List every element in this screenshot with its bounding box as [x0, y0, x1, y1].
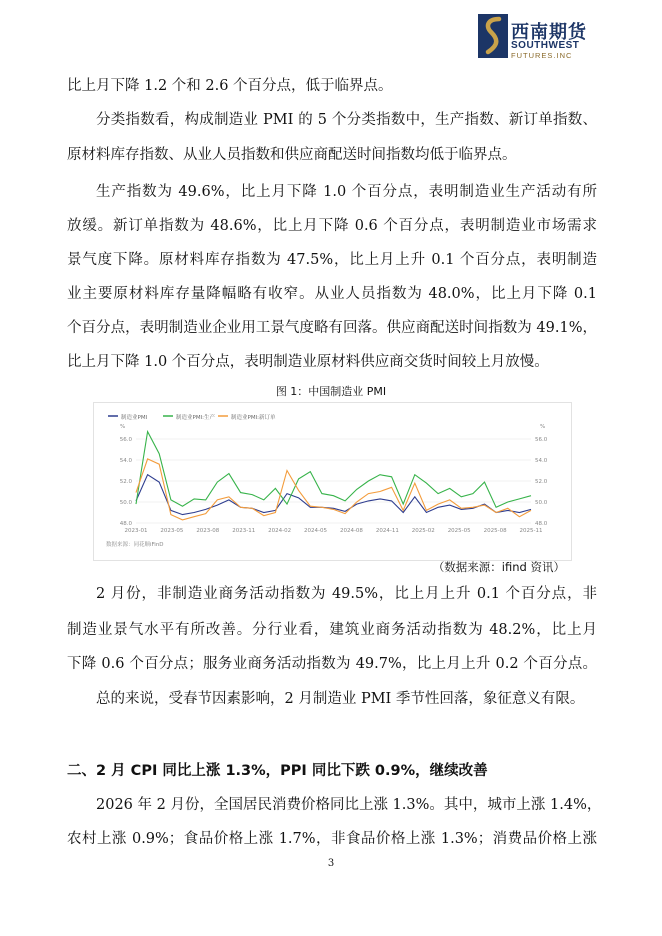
body-line: 比上月下降 1.0 个百分点，表明制造业原材料供应商交货时间较上月放慢。 — [67, 354, 549, 370]
y-tick-label-left: 48.0 — [119, 521, 132, 527]
y-tick-label-left: 54.0 — [119, 458, 132, 464]
legend-entry: 制造业PMI — [121, 415, 148, 421]
y-tick-label-right: 50.0 — [535, 500, 548, 506]
body-line: 总的来说，受春节因素影响，2 月制造业 PMI 季节性回落，象征意义有限。 — [96, 691, 585, 707]
series-line — [136, 475, 531, 515]
x-tick-label: 2023-08 — [196, 528, 220, 534]
y-tick-label-left: 50.0 — [119, 500, 132, 506]
body-line: 比上月下降 1.2 个和 2.6 个百分点，低于临界点。 — [67, 78, 393, 94]
x-tick-label: 2023-11 — [232, 528, 256, 534]
logo-mark-icon — [478, 14, 508, 58]
y-axis-unit-left: % — [120, 424, 126, 430]
x-tick-label: 2024-08 — [339, 528, 363, 534]
body-line: 放缓。新订单指数为 48.6%，比上月下降 0.6 个百分点，表明制造业市场需求 — [67, 218, 597, 234]
series-line — [136, 432, 531, 508]
body-line: 农村上涨 0.9%；食品价格上涨 1.7%，非食品价格上涨 1.3%；消费品价格上涨 — [67, 831, 597, 847]
body-line: 原材料库存指数、从业人员指数和供应商配送时间指数均低于临界点。 — [67, 147, 517, 163]
legend-entry: 制造业PMI:新订单 — [231, 415, 276, 421]
body-line: 生产指数为 49.6%，比上月下降 1.0 个百分点，表明制造业生产活动有所 — [96, 184, 597, 200]
y-tick-label-right: 52.0 — [535, 479, 548, 485]
figure-caption: 图 1：中国制造业 PMI — [275, 385, 387, 398]
y-tick-label-right: 54.0 — [535, 458, 548, 464]
x-tick-label: 2025-11 — [519, 528, 543, 534]
chart-inner-source: 数据来源：同花顺iFinD — [106, 542, 164, 548]
logo-en-subtext: FUTURES.INC — [511, 51, 573, 60]
body-line: 2026 年 2 月份，全国居民消费价格同比上涨 1.3%。其中，城市上涨 1.4%， — [96, 797, 602, 813]
logo-cn-text: 西南期货 — [511, 22, 587, 43]
logo-en-text: SOUTHWEST — [511, 40, 580, 51]
y-axis-unit-right: % — [540, 424, 546, 430]
x-tick-label: 2025-02 — [411, 528, 435, 534]
body-line: 分类指数看，构成制造业 PMI 的 5 个分类指数中，生产指数、新订单指数、 — [96, 112, 597, 128]
body-line: 景气度下降。原材料库存指数为 47.5%，比上月上升 0.1 个百分点，表明制造 — [67, 252, 597, 268]
body-line: 2 月份，非制造业商务活动指数为 49.5%，比上月上升 0.1 个百分点，非 — [96, 586, 597, 602]
x-tick-label: 2025-05 — [447, 528, 471, 534]
company-logo — [478, 12, 638, 62]
legend-entry: 制造业PMI:生产 — [176, 415, 216, 421]
x-tick-label: 2023-05 — [160, 528, 184, 534]
body-line: 下降 0.6 个百分点；服务业商务活动指数为 49.7%，比上月上升 0.2 个百分点。 — [67, 656, 597, 672]
y-tick-label-left: 52.0 — [119, 479, 132, 485]
y-tick-label-left: 56.0 — [119, 437, 132, 443]
series-line — [136, 459, 531, 520]
x-tick-label: 2023-01 — [124, 528, 148, 534]
x-tick-label: 2024-02 — [268, 528, 292, 534]
x-tick-label: 2024-11 — [375, 528, 399, 534]
section-heading: 二、2 月 CPI 同比上涨 1.3%，PPI 同比下跌 0.9%，继续改善 — [67, 763, 488, 779]
body-line: 个百分点，表明制造业企业用工景气度略有回落。供应商配送时间指数为 49.1%， — [67, 320, 597, 336]
figure-source: （数据来源：ifind 资讯） — [432, 560, 565, 574]
page-number: 3 — [327, 858, 335, 869]
y-tick-label-right: 56.0 — [535, 437, 548, 443]
pmi-line-chart — [94, 403, 571, 560]
body-line: 制造业景气水平有所改善。分行业看，建筑业商务活动指数为 48.2%，比上月 — [67, 622, 597, 638]
x-tick-label: 2025-08 — [483, 528, 507, 534]
y-tick-label-right: 48.0 — [535, 521, 548, 527]
x-tick-label: 2024-05 — [304, 528, 328, 534]
pmi-chart-frame — [93, 402, 572, 561]
body-line: 业主要原材料库存量降幅略有收窄。从业人员指数为 48.0%，比上月下降 0.1 — [67, 286, 597, 302]
